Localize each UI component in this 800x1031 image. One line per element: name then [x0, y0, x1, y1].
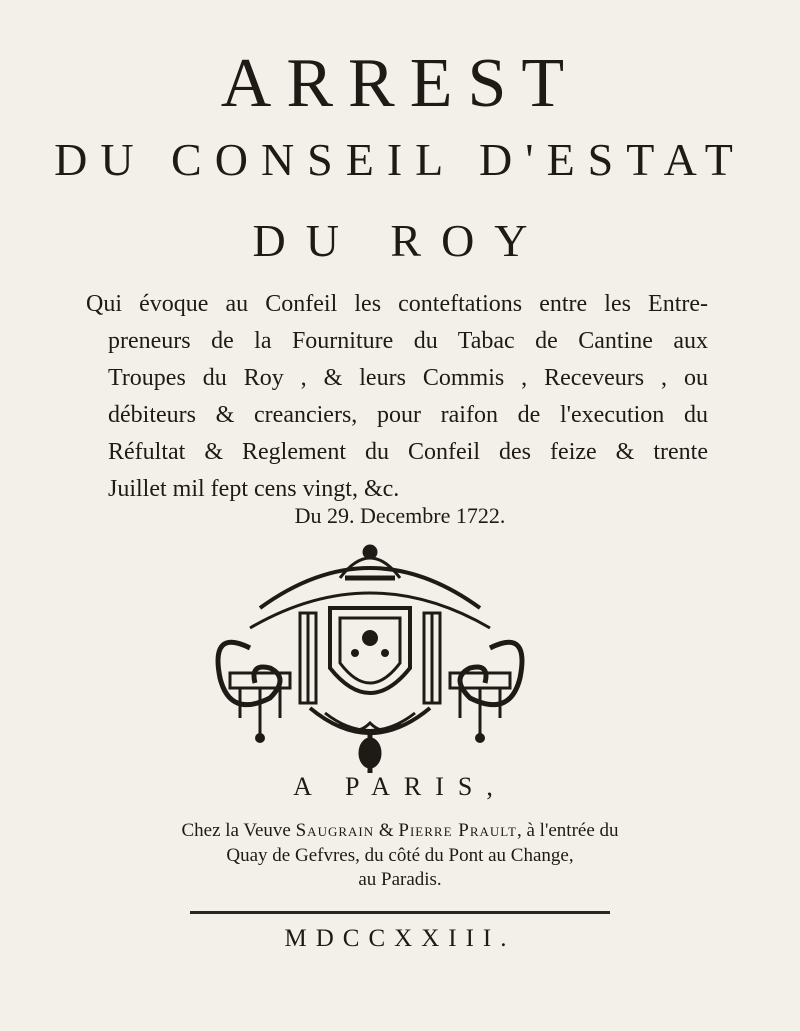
imprint-line-2: Quay de Gefvres, du côté du Pont au Change,: [226, 845, 574, 866]
summary-line: Qui évoque au Confeil les conteftations entre les Entre-: [86, 291, 708, 317]
imprint-city: A PARIS,: [293, 772, 507, 801]
decree-date: Du 29. Decembre 1722.: [294, 503, 506, 528]
title-arrest: ARREST: [220, 45, 580, 122]
divider-rule: [190, 911, 610, 914]
imprint-text: &: [374, 820, 399, 841]
summary-line: débiteurs & creanciers, pour raifon de l'execution du: [108, 402, 708, 428]
imprint-text: Chez la Veuve: [181, 820, 296, 841]
printer-name: Saugrain: [295, 820, 375, 841]
summary-paragraph: [86, 286, 708, 508]
summary-line: Juillet mil fept cens vingt, &c.: [108, 476, 400, 502]
imprint-line-3: au Paradis.: [358, 869, 442, 890]
ornamental-vignette: [190, 538, 550, 778]
publication-year: MDCCXXIII.: [284, 925, 516, 952]
imprint-text: , à l'entrée du: [516, 820, 619, 841]
title-roy: DU ROY: [252, 215, 548, 266]
summary-line: Troupes du Roy , & leurs Commis , Receveurs , ou: [108, 365, 708, 391]
summary-line: Réfultat & Reglement du Confeil des feize & trente: [108, 439, 708, 465]
title-conseil: DU CONSEIL D'ESTAT: [54, 134, 746, 185]
summary-line: preneurs de la Fourniture du Tabac de Cantine aux: [108, 328, 708, 354]
imprint-line-1: [40, 820, 760, 842]
printer-name: Pierre Prault: [398, 820, 517, 841]
